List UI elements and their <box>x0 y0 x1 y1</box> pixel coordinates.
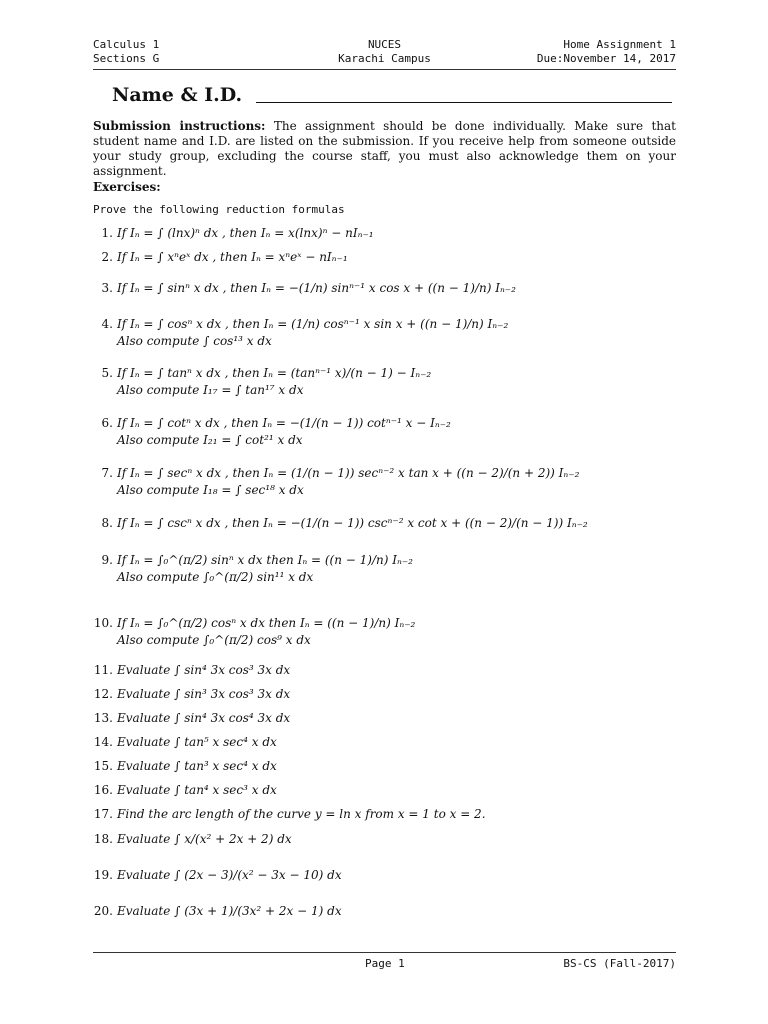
exercise-text: Evaluate ∫ tan⁵ x sec⁴ x dx <box>117 735 277 749</box>
exercise-text: If Iₙ = ∫ cotⁿ x dx , then Iₙ = −(1/(n − 1)) cotⁿ⁻¹ x − Iₙ₋₂ <box>117 416 451 430</box>
exercise-number: 1. <box>101 226 113 240</box>
exercises-heading: Exercises: <box>93 180 161 194</box>
exercise-number: 18. <box>93 832 113 846</box>
page-header <box>93 38 676 66</box>
course-name: Calculus 1 <box>93 38 160 51</box>
exercise-also-compute: Also compute I₂₁ = ∫ cot²¹ x dx <box>117 433 303 447</box>
exercise-number: 14. <box>93 735 113 749</box>
exercise-also-compute: Also compute ∫₀^(π/2) cos⁹ x dx <box>117 633 311 647</box>
exercise-text: If Iₙ = ∫ secⁿ x dx , then Iₙ = (1/(n − 1)) secⁿ⁻² x tan x + ((n − 2)/(n + 2)) Iₙ₋₂ <box>117 466 580 480</box>
exercise-number: 7. <box>101 466 113 480</box>
exercise-text: If Iₙ = ∫ (lnx)ⁿ dx , then Iₙ = x(lnx)ⁿ − nIₙ₋₁ <box>117 226 374 240</box>
exercise-text: If Iₙ = ∫₀^(π/2) sinⁿ x dx then Iₙ = ((n − 1)/n) Iₙ₋₂ <box>117 553 413 567</box>
prove-instruction: Prove the following reduction formulas <box>93 203 345 216</box>
exercise-also-compute: Also compute I₁₇ = ∫ tan¹⁷ x dx <box>117 383 304 397</box>
exercise-text: If Iₙ = ∫ cosⁿ x dx , then Iₙ = (1/n) cosⁿ⁻¹ x sin x + ((n − 1)/n) Iₙ₋₂ <box>117 317 509 331</box>
exercise-text: Evaluate ∫ sin⁴ 3x cos⁴ 3x dx <box>117 711 291 725</box>
program-term: BS-CS (Fall-2017) <box>563 957 676 970</box>
exercise-number: 11. <box>93 663 113 677</box>
exercise-number: 2. <box>101 250 113 264</box>
submission-instructions <box>93 119 676 179</box>
exercise-text: Evaluate ∫ sin⁴ 3x cos³ 3x dx <box>117 663 291 677</box>
exercise-text: Evaluate ∫ (2x − 3)/(x² − 3x − 10) dx <box>117 868 342 882</box>
exercise-also-compute: Also compute ∫ cos¹³ x dx <box>117 334 272 348</box>
exercise-text: Evaluate ∫ x/(x² + 2x + 2) dx <box>117 832 292 846</box>
page-number: Page 1 <box>365 957 405 970</box>
exercise-text: If Iₙ = ∫ xⁿeˣ dx , then Iₙ = xⁿeˣ − nIₙ₋₁ <box>117 250 348 264</box>
name-id-blank <box>256 101 672 103</box>
exercise-also-compute: Also compute I₁₈ = ∫ sec¹⁸ x dx <box>117 483 304 497</box>
name-id-line <box>112 84 672 106</box>
exercise-text: Evaluate ∫ tan⁴ x sec³ x dx <box>117 783 277 797</box>
instructions-label: Submission instructions: <box>93 119 266 133</box>
footer-rule <box>93 952 676 953</box>
exercise-number: 6. <box>101 416 113 430</box>
name-id-label: Name & I.D. <box>112 84 243 106</box>
exercise-number: 8. <box>101 516 113 530</box>
exercise-number: 20. <box>93 904 113 918</box>
exercise-text: Find the arc length of the curve y = ln x from x = 1 to x = 2. <box>117 807 486 821</box>
exercise-number: 16. <box>93 783 113 797</box>
institution-name: NUCES <box>367 38 402 51</box>
assignment-title: Home Assignment 1 <box>563 38 676 51</box>
exercise-number: 10. <box>93 616 113 630</box>
exercise-text: Evaluate ∫ tan³ x sec⁴ x dx <box>117 759 277 773</box>
exercise-text: Evaluate ∫ sin³ 3x cos³ 3x dx <box>117 687 291 701</box>
exercise-number: 4. <box>101 317 113 331</box>
instructions-text: The assignment should be done individually. Make sure that student name and I.D. are listed on the submission. If you receive help from someone outside your study group, excluding the course staff, you must also acknowledge them on your assignment. <box>93 119 676 178</box>
exercise-number: 15. <box>93 759 113 773</box>
exercise-number: 9. <box>101 553 113 567</box>
exercise-text: If Iₙ = ∫₀^(π/2) cosⁿ x dx then Iₙ = ((n − 1)/n) Iₙ₋₂ <box>117 616 416 630</box>
exercise-number: 12. <box>93 687 113 701</box>
exercise-text: Evaluate ∫ (3x + 1)/(3x² + 2x − 1) dx <box>117 904 342 918</box>
exercise-text: If Iₙ = ∫ sinⁿ x dx , then Iₙ = −(1/n) sinⁿ⁻¹ x cos x + ((n − 1)/n) Iₙ₋₂ <box>117 281 516 295</box>
exercise-number: 17. <box>93 807 113 821</box>
exercise-also-compute: Also compute ∫₀^(π/2) sin¹¹ x dx <box>117 570 314 584</box>
campus-name: Karachi Campus <box>338 52 431 65</box>
exercise-text: If Iₙ = ∫ cscⁿ x dx , then Iₙ = −(1/(n − 1)) cscⁿ⁻² x cot x + ((n − 2)/(n − 1)) Iₙ₋₂ <box>117 516 588 530</box>
due-date: Due:November 14, 2017 <box>536 52 676 65</box>
exercise-text: If Iₙ = ∫ tanⁿ x dx , then Iₙ = (tanⁿ⁻¹ x)/(n − 1) − Iₙ₋₂ <box>117 366 432 380</box>
sections: Sections G <box>93 52 160 65</box>
header-rule <box>93 69 676 70</box>
exercise-number: 3. <box>101 281 113 295</box>
exercise-number: 19. <box>93 868 113 882</box>
exercise-number: 5. <box>101 366 113 380</box>
exercise-number: 13. <box>93 711 113 725</box>
